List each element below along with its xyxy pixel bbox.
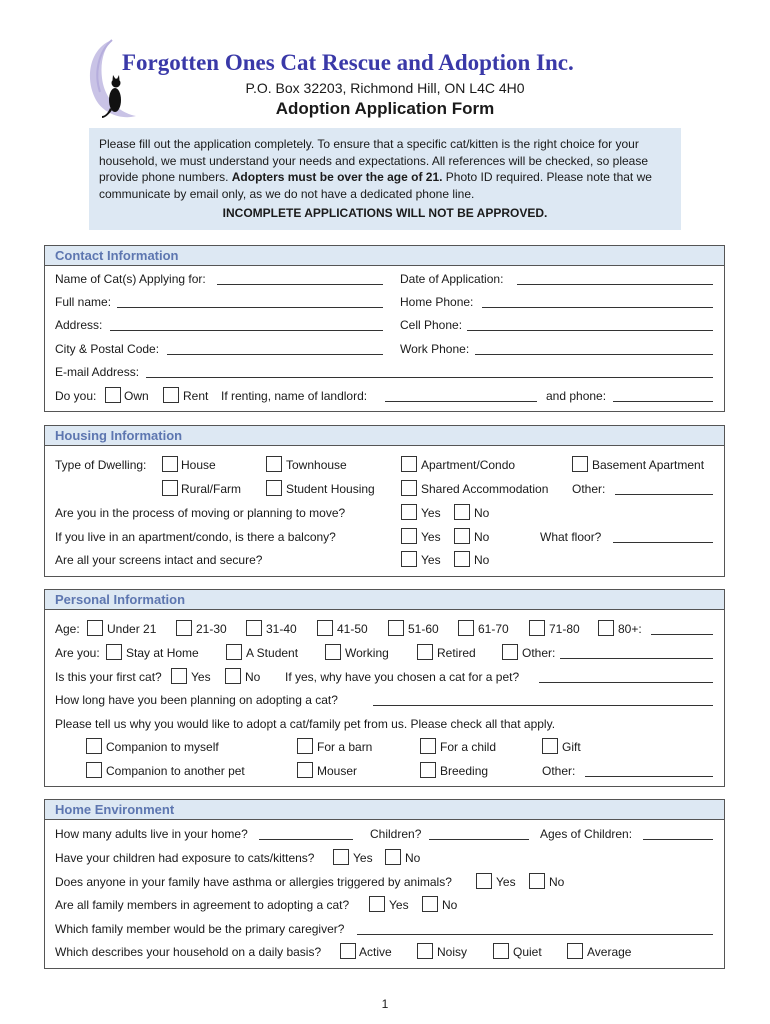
- shared-label: Shared Accommodation: [421, 482, 549, 496]
- form-title: Adoption Application Form: [275, 99, 495, 118]
- caregiver-field[interactable]: [357, 934, 713, 935]
- no-label: No: [405, 851, 421, 865]
- floor-label: What floor?: [540, 530, 602, 544]
- stay-home-checkbox[interactable]: [106, 644, 122, 660]
- full-name-label: Full name:: [55, 295, 112, 309]
- incomplete-warning: INCOMPLETE APPLICATIONS WILL NOT BE APPROVED.: [222, 206, 548, 220]
- home-section: [44, 799, 725, 969]
- screens-yes-checkbox[interactable]: [401, 551, 417, 567]
- companion-self-checkbox[interactable]: [86, 738, 102, 754]
- children-question: Children?: [370, 827, 422, 841]
- org-address: P.O. Box 32203, Richmond Hill, ON L4C 4H0: [245, 80, 525, 96]
- agreement-question: Are all family members in agreement to adopting a cat?: [55, 898, 350, 912]
- age-31-40-checkbox[interactable]: [246, 620, 262, 636]
- no-label: No: [442, 898, 458, 912]
- cell-phone-label: Cell Phone:: [400, 318, 463, 332]
- caregiver-question: Which family member would be the primary caregiver?: [55, 922, 345, 936]
- dwelling-label: Type of Dwelling:: [55, 458, 147, 472]
- townhouse-label: Townhouse: [286, 458, 347, 472]
- contact-section: [44, 245, 725, 412]
- child-checkbox[interactable]: [420, 738, 436, 754]
- yes-label: Yes: [421, 506, 441, 520]
- stay-home-label: Stay at Home: [126, 646, 199, 660]
- address-label: Address:: [55, 318, 103, 332]
- barn-label: For a barn: [317, 740, 373, 754]
- house-label: House: [181, 458, 216, 472]
- student-housing-label: Student Housing: [286, 482, 375, 496]
- home-phone-label: Home Phone:: [400, 295, 474, 309]
- landlord-phone-label: and phone:: [546, 389, 607, 403]
- dwelling-other-label: Other:: [572, 482, 606, 496]
- student-label: A Student: [246, 646, 299, 660]
- section-heading: Personal Information: [45, 590, 724, 610]
- screens-question: Are all your screens intact and secure?: [55, 553, 263, 567]
- age-option: 21-30: [196, 622, 227, 636]
- adults-field[interactable]: [259, 839, 353, 840]
- retired-label: Retired: [437, 646, 476, 660]
- age-option: 41-50: [337, 622, 368, 636]
- email-field[interactable]: [146, 377, 713, 378]
- balcony-no-checkbox[interactable]: [454, 528, 470, 544]
- address-field[interactable]: [110, 330, 383, 331]
- yes-label: Yes: [421, 553, 441, 567]
- agreement-no-checkbox[interactable]: [422, 896, 438, 912]
- cat-name-label: Name of Cat(s) Applying for:: [55, 272, 206, 286]
- floor-field[interactable]: [613, 542, 713, 543]
- cell-phone-field[interactable]: [467, 330, 713, 331]
- age-under21-checkbox[interactable]: [87, 620, 103, 636]
- moving-yes-checkbox[interactable]: [401, 504, 417, 520]
- city-label: City & Postal Code:: [55, 342, 160, 356]
- rural-label: Rural/Farm: [181, 482, 242, 496]
- org-name: Forgotten Ones Cat Rescue and Adoption Inc.: [122, 50, 574, 75]
- moving-no-checkbox[interactable]: [454, 504, 470, 520]
- basement-checkbox[interactable]: [572, 456, 588, 472]
- breeding-checkbox[interactable]: [420, 762, 436, 778]
- age-80plus-checkbox[interactable]: [598, 620, 614, 636]
- age-option: 80+:: [618, 622, 642, 636]
- why-chosen-question: If yes, why have you chosen a cat for a pet?: [285, 670, 520, 684]
- age-label: Age:: [55, 622, 80, 636]
- student-checkbox[interactable]: [226, 644, 242, 660]
- allergies-no-checkbox[interactable]: [529, 873, 545, 889]
- are-you-label: Are you:: [55, 646, 100, 660]
- apartment-checkbox[interactable]: [401, 456, 417, 472]
- child-label: For a child: [440, 740, 497, 754]
- reason-other-label: Other:: [542, 764, 576, 778]
- reason-other-field[interactable]: [585, 776, 713, 777]
- average-label: Average: [587, 945, 632, 959]
- screens-no-checkbox[interactable]: [454, 551, 470, 567]
- date-field[interactable]: [517, 284, 713, 285]
- are-you-other-checkbox[interactable]: [502, 644, 518, 660]
- balcony-yes-checkbox[interactable]: [401, 528, 417, 544]
- section-heading: Home Environment: [45, 800, 724, 820]
- exposure-no-checkbox[interactable]: [385, 849, 401, 865]
- companion-pet-checkbox[interactable]: [86, 762, 102, 778]
- are-you-other-label: Other:: [522, 646, 556, 660]
- no-label: No: [474, 530, 490, 544]
- intro-text: Please fill out the application completely. To ensure that a specific cat/kitten is the right choice for your household, we must understand your needs and expectations. All references will be checked, so please provide phone numbers. Adopters must be over the age of 21. Photo ID required. Please note that we communicate by email only, as we do not have a dedicated phone line.: [99, 137, 652, 201]
- how-long-question: How long have you been planning on adopting a cat?: [55, 693, 338, 707]
- daily-question: Which describes your household on a daily basis?: [55, 945, 322, 959]
- age-71-80-checkbox[interactable]: [529, 620, 545, 636]
- landlord-label: If renting, name of landlord:: [221, 389, 368, 403]
- agreement-yes-checkbox[interactable]: [369, 896, 385, 912]
- work-phone-label: Work Phone:: [400, 342, 470, 356]
- first-cat-no-checkbox[interactable]: [225, 668, 241, 684]
- age-21-30-checkbox[interactable]: [176, 620, 192, 636]
- working-label: Working: [345, 646, 389, 660]
- own-checkbox[interactable]: [105, 387, 121, 403]
- ages-children-field[interactable]: [643, 839, 713, 840]
- noisy-label: Noisy: [437, 945, 468, 959]
- age-80plus-field[interactable]: [651, 634, 713, 635]
- companion-self-label: Companion to myself: [106, 740, 219, 754]
- full-name-field[interactable]: [117, 307, 383, 308]
- date-label: Date of Application:: [400, 272, 504, 286]
- landlord-field[interactable]: [385, 401, 537, 402]
- student-housing-checkbox[interactable]: [266, 480, 282, 496]
- barn-checkbox[interactable]: [297, 738, 313, 754]
- housing-section: [44, 425, 725, 577]
- age-requirement: Adopters must be over the age of 21.: [231, 170, 443, 184]
- email-label: E-mail Address:: [55, 365, 140, 379]
- quiet-checkbox[interactable]: [493, 943, 509, 959]
- do-you-label: Do you:: [55, 389, 97, 403]
- age-option: 71-80: [549, 622, 580, 636]
- exposure-question: Have your children had exposure to cats/kittens?: [55, 851, 315, 865]
- rent-checkbox[interactable]: [163, 387, 179, 403]
- dwelling-other-field[interactable]: [615, 494, 713, 495]
- no-label: No: [474, 553, 490, 567]
- personal-section: [44, 589, 725, 787]
- section-heading: Contact Information: [45, 246, 724, 266]
- yes-label: Yes: [389, 898, 409, 912]
- balcony-question: If you live in an apartment/condo, is there a balcony?: [55, 530, 336, 544]
- age-61-70-checkbox[interactable]: [458, 620, 474, 636]
- moving-question: Are you in the process of moving or planning to move?: [55, 506, 346, 520]
- yes-label: Yes: [421, 530, 441, 544]
- active-label: Active: [359, 945, 392, 959]
- rural-checkbox[interactable]: [162, 480, 178, 496]
- are-you-other-field[interactable]: [560, 658, 713, 659]
- quiet-label: Quiet: [513, 945, 542, 959]
- working-checkbox[interactable]: [325, 644, 341, 660]
- age-option: 31-40: [266, 622, 297, 636]
- allergies-yes-checkbox[interactable]: [476, 873, 492, 889]
- companion-pet-label: Companion to another pet: [106, 764, 245, 778]
- active-checkbox[interactable]: [340, 943, 356, 959]
- mouser-label: Mouser: [317, 764, 358, 778]
- age-41-50-checkbox[interactable]: [317, 620, 333, 636]
- work-phone-field[interactable]: [475, 354, 713, 355]
- age-51-60-checkbox[interactable]: [388, 620, 404, 636]
- no-label: No: [549, 875, 565, 889]
- first-cat-question: Is this your first cat?: [55, 670, 162, 684]
- cat-name-field[interactable]: [217, 284, 383, 285]
- age-option: Under 21: [107, 622, 157, 636]
- noisy-checkbox[interactable]: [417, 943, 433, 959]
- yes-label: Yes: [353, 851, 373, 865]
- gift-label: Gift: [562, 740, 581, 754]
- home-phone-field[interactable]: [482, 307, 713, 308]
- mouser-checkbox[interactable]: [297, 762, 313, 778]
- city-field[interactable]: [167, 354, 383, 355]
- average-checkbox[interactable]: [567, 943, 583, 959]
- retired-checkbox[interactable]: [417, 644, 433, 660]
- intro-box: [89, 128, 681, 230]
- basement-label: Basement Apartment: [592, 458, 705, 472]
- age-option: 61-70: [478, 622, 509, 636]
- allergies-question: Does anyone in your family have asthma or allergies triggered by animals?: [55, 875, 452, 889]
- townhouse-checkbox[interactable]: [266, 456, 282, 472]
- how-long-field[interactable]: [373, 705, 713, 706]
- no-label: No: [474, 506, 490, 520]
- rent-label: Rent: [183, 389, 209, 403]
- adults-question: How many adults live in your home?: [55, 827, 248, 841]
- landlord-phone-field[interactable]: [613, 401, 713, 402]
- shared-checkbox[interactable]: [401, 480, 417, 496]
- apartment-label: Apartment/Condo: [421, 458, 516, 472]
- reasons-question: Please tell us why you would like to adopt a cat/family pet from us. Please check all that apply.: [55, 717, 556, 731]
- children-field[interactable]: [429, 839, 529, 840]
- page-number: 1: [381, 997, 389, 1011]
- first-cat-yes-checkbox[interactable]: [171, 668, 187, 684]
- yes-label: Yes: [496, 875, 516, 889]
- yes-label: Yes: [191, 670, 211, 684]
- section-heading: Housing Information: [45, 426, 724, 446]
- house-checkbox[interactable]: [162, 456, 178, 472]
- exposure-yes-checkbox[interactable]: [333, 849, 349, 865]
- own-label: Own: [124, 389, 149, 403]
- gift-checkbox[interactable]: [542, 738, 558, 754]
- breeding-label: Breeding: [440, 764, 489, 778]
- no-label: No: [245, 670, 261, 684]
- age-option: 51-60: [408, 622, 439, 636]
- why-chosen-field[interactable]: [539, 682, 713, 683]
- ages-children-label: Ages of Children:: [540, 827, 633, 841]
